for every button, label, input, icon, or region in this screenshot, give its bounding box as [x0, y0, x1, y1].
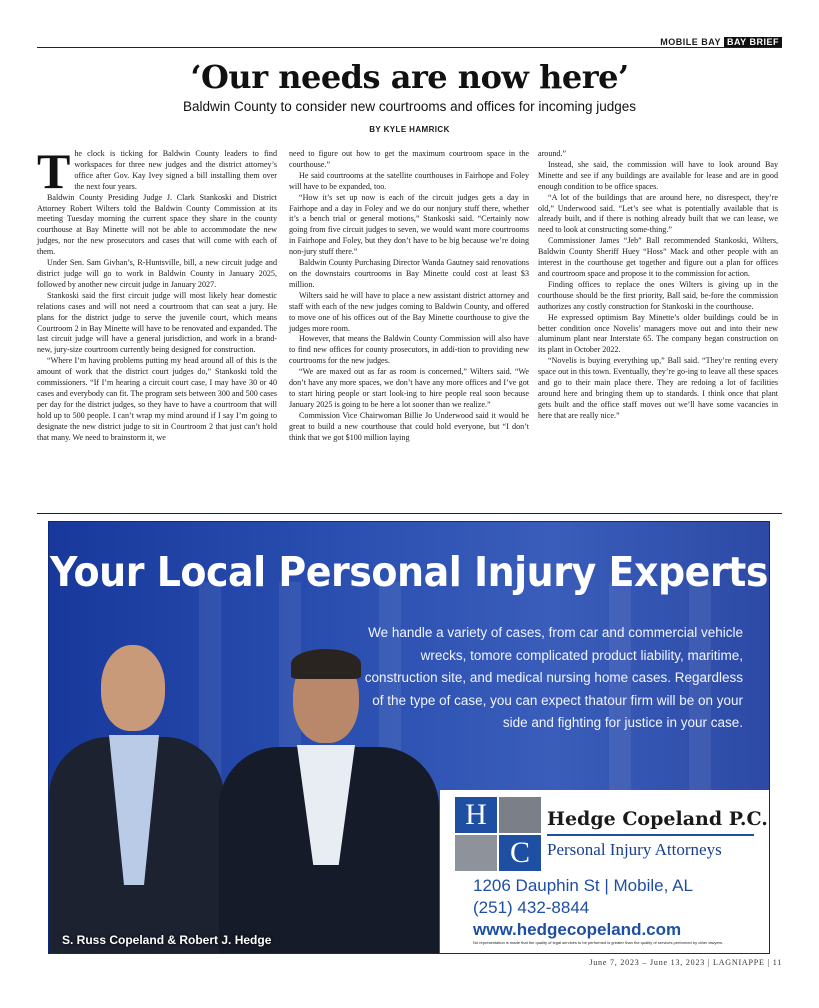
article-column-3 [538, 149, 778, 422]
ad-body: We handle a variety of cases, from car and commercial vehicle wrecks, tomore complicated product liability, maritime, construction site, and medical nursing home cases. Regardless of the type of case, you can expect thatour firm will be on your side and fighting for justice in your case. [364, 625, 743, 730]
paragraph: “We are maxed out as far as room is concerned,” Wilters said. “We don’t have any more spaces, we don’t have any more offices and I’ve got to start hiring people or start look-ing to hire people real soon because January 2025 is going to be here a lot sooner than we realize.” [289, 367, 529, 409]
section-name: MOBILE BAY [660, 37, 721, 47]
article-column-2 [289, 149, 529, 443]
firm-phone[interactable]: (251) 432-8844 [473, 898, 590, 917]
firm-address: 1206 Dauphin St | Mobile, AL [473, 876, 693, 895]
paragraph: The clock is ticking for Baldwin County leaders to find workspaces for three new judges and the district attorney’s office after Gov. Kay Ivey signed a bill installing them over the next four years. [37, 143, 277, 199]
paragraph: around.” [538, 149, 567, 158]
deck: Baldwin County to consider new courtrooms and offices for incoming judges [183, 99, 636, 114]
paragraph: Instead, she said, the commission will have to look around Bay Minette and see if any buildings are available for lease and are in good enough condition to be office spaces. [538, 159, 778, 191]
byline: BY KYLE HAMRICK [369, 125, 450, 134]
paragraph: need to figure out how to get the maximum courtroom space in the courthouse.” [289, 149, 529, 169]
logo-h-square: H [455, 797, 497, 833]
paragraph: He said courtrooms at the satellite courthouses in Fairhope and Foley will have to be expanded, too. [289, 170, 529, 191]
drop-cap: T [37, 143, 71, 199]
paragraph: Finding offices to replace the ones Wilters is giving up in the courthouse should be the first priority, Ball said, be-fore the commission authorizes any costly construction for Stankoski in the courthouse. [538, 279, 778, 311]
ad-title: Your Local Personal Injury Experts [50, 548, 768, 596]
firm-subtitle: Personal Injury Attorneys [547, 840, 722, 859]
firm-name-rule [547, 834, 754, 836]
photo-caption: S. Russ Copeland & Robert J. Hedge [62, 933, 272, 947]
ad-disclaimer: No representation is made that the quality of legal services to be performed is greater than the quality of services performed by other lawyers. [473, 940, 724, 945]
headline: ‘Our needs are now here’ [190, 58, 629, 96]
page-footer: June 7, 2023 – June 13, 2023 | LAGNIAPPE | 11 [589, 958, 782, 967]
paragraph: However, that means the Baldwin County Commission will also have to find new offices for county prosecutors, in addi-tion to providing new courtrooms for the new judges. [289, 334, 529, 366]
paragraph: Under Sen. Sam Givhan’s, R-Huntsville, bill, a new circuit judge and district judge will go to work in Baldwin County in January 2025, followed by another new circuit judge in January 2027. [37, 258, 277, 289]
top-rule [37, 47, 782, 48]
firm-card [440, 790, 769, 953]
paragraph: Wilters said he will have to place a new assistant district attorney and staff with each of the new judges coming to Baldwin County, and offered to move one of his offices out of the Bay Minette courthouse to give the judges more room. [289, 290, 529, 333]
paragraph: Commission Vice Chairwoman Billie Jo Underwood said it would be great to build a new courthouse that could hold everyone, but “I don’t think that we got $100 million laying [289, 410, 529, 442]
firm-logo [455, 797, 543, 873]
paragraph: He expressed optimism Bay Minette’s older buildings could be in better condition once Novelis’ managers move out and into their new aluminum plant near Interstate 65. The company began construction on its plant in October 2022. [538, 312, 778, 355]
paragraph: “A lot of the buildings that are around here, no disrespect, they’re old,” Underwood said. “Let’s see what is potentially available that is already built, and if there is nothing already built that we can lease, we need to look at constructing some-thing.” [538, 192, 778, 235]
firm-name: Hedge Copeland P.C. [547, 808, 768, 830]
paragraph: “How it’s set up now is each of the circuit judges gets a day in Fairhope and a day in Foley and we do our nonjury stuff there, whether it’s a bench trial or general motions,” Stankoski said. “Certainly now going from five circuit judges to seven, we would want more courtrooms in Fairhope and Foley, but they don’t have to be big because we’re doing non-jury stuff there.” [289, 192, 529, 257]
paragraph: Stankoski said the first circuit judge will most likely hear domestic relations cases and will not need a courtroom that can seat a jury. He plans for the district judge to serve the juvenile court, which means Courtroom 2 in Bay Minette will have to be renovated and expanded. The last circuit judge will have a general jurisdiction, and work in a brand-new, jury-size courtroom currently being designed for construction. [37, 290, 277, 355]
logo-gray-square [499, 797, 541, 833]
logo-c-square: C [499, 835, 541, 871]
attorney-photo-left [49, 637, 224, 953]
logo-gray-square [455, 835, 497, 871]
advertisement[interactable] [48, 521, 770, 954]
ad-divider [37, 513, 782, 514]
article-column-1 [37, 143, 277, 443]
firm-website-link[interactable]: www.hedgecopeland.com [473, 920, 682, 939]
paragraph: Baldwin County Purchasing Director Wanda Gautney said renovations on the downstairs courtrooms in Bay Minette could cost at least $3 million. [289, 258, 529, 289]
paragraph: Baldwin County Presiding Judge J. Clark Stankoski and District Attorney Robert Wilters told the Baldwin County Commission at its meeting Tuesday morning the current space they share in the county courthouse at Bay Minette will not be able to accommodate the new judges, nor the new prosecutors and cases that will come with each of them. [37, 192, 277, 257]
attorney-photo-right [219, 647, 439, 953]
section-label [660, 37, 782, 47]
paragraph: “Where I’m having problems putting my head around all of this is the amount of work that the district court judges do,” Stankoski told the commissioners. “If I’m hearing a circuit court case, I may have 30 or 40 cases and everybody can fit. The program sets between 300 and 500 cases per day for the district judges, so they have to have a courtroom that will hold up to 500 people. I can’t wrap my mind around if I say I’m going to designate the new district judge to sit in Courtroom 2 that just can’t hold that many. We need to brainstorm it, we [37, 356, 277, 442]
section-badge: BAY BRIEF [724, 37, 782, 47]
paragraph: “Novelis is buying everything up,” Ball said. “They’re renting every space out in this town. Eventually, they’re go-ing to leave all these spaces and go to their main place there. They are redoing a lot of facilities around here and bringing them up to standards. I think once that plant gets built and the office staff moves out we’ll have some vacancies in here that are really nice.” [538, 356, 778, 420]
paragraph: Commissioner James “Jeb” Ball recommended Stankoski, Wilters, Baldwin County Sheriff Huey “Hoss” Mack and other people with an interest in the courthouse get together and figure out a plan for offices and courtroom space and propose it to the commission for action. [538, 236, 778, 278]
